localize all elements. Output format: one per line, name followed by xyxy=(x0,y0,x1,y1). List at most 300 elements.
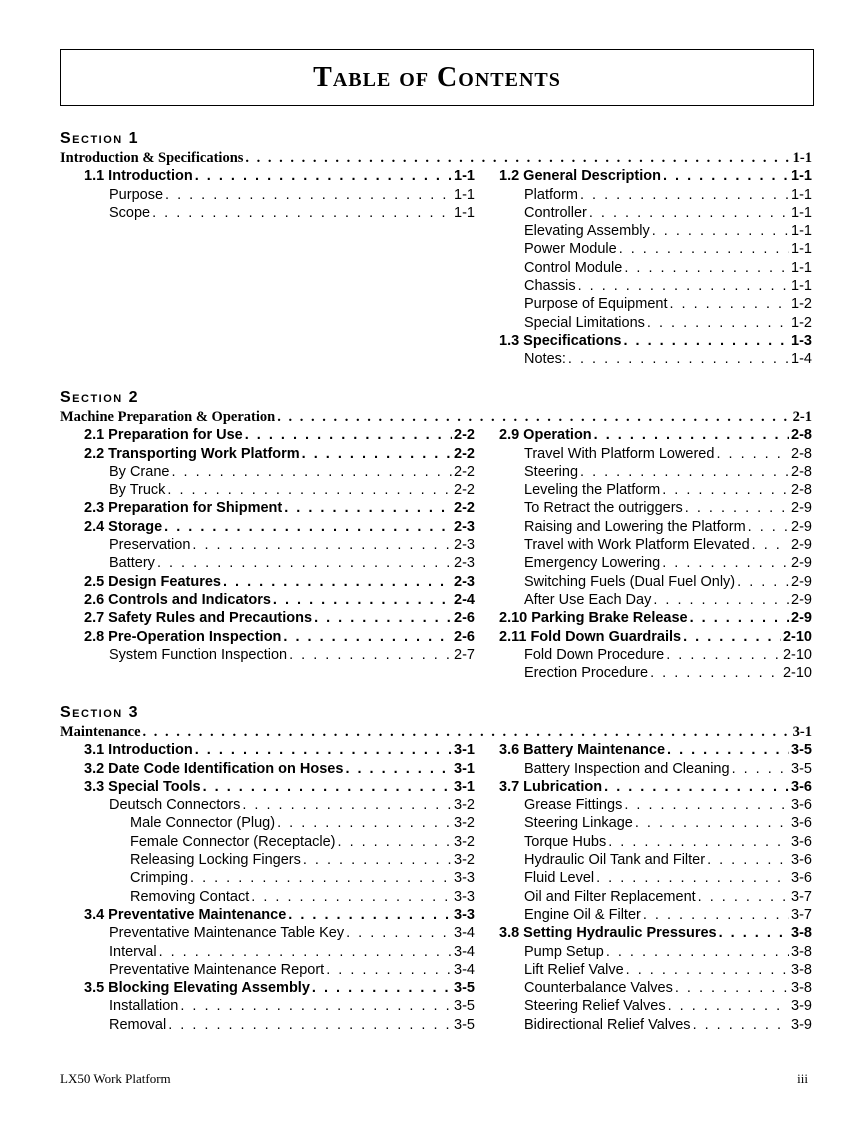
toc-entry-page: 2-2 xyxy=(454,427,475,444)
toc-entry-page: 2-8 xyxy=(791,463,812,480)
dot-leader xyxy=(568,350,789,368)
toc-entry-page: 2-4 xyxy=(454,591,475,608)
toc-entry-label: 2.6 Controls and Indicators xyxy=(84,591,271,608)
dot-leader xyxy=(190,869,452,887)
toc-entry-page: 3-2 xyxy=(454,852,475,869)
toc-entry-page: 3-6 xyxy=(791,797,812,814)
toc-entry-page: 3-9 xyxy=(791,1016,812,1033)
toc-entry-page: 3-9 xyxy=(791,998,812,1015)
toc-entry[interactable] xyxy=(475,609,812,627)
toc-entry-page: 1-2 xyxy=(791,296,812,313)
toc-entry-page: 1-4 xyxy=(791,351,812,368)
toc-entry-page: 2-2 xyxy=(454,445,475,462)
toc-entry[interactable] xyxy=(60,481,475,499)
dot-leader xyxy=(594,426,789,444)
toc-entry-label: Releasing Locking Fingers xyxy=(130,852,301,869)
toc-entry[interactable] xyxy=(475,591,812,609)
toc-entry-label: 3.5 Blocking Elevating Assembly xyxy=(84,980,310,997)
toc-entry-page: 1-1 xyxy=(791,204,812,221)
toc-entry-page: 2-2 xyxy=(454,482,475,499)
toc-entry[interactable] xyxy=(475,1016,812,1034)
toc-entry-label: 2.8 Pre-Operation Inspection xyxy=(84,628,282,645)
toc-entry-page: 3-5 xyxy=(454,1016,475,1033)
toc-entry[interactable] xyxy=(60,186,475,204)
toc-entry[interactable] xyxy=(475,167,812,185)
dot-leader xyxy=(578,277,789,295)
toc-entry-page: 1-1 xyxy=(454,204,475,221)
toc-entry[interactable] xyxy=(475,833,812,851)
toc-entry-page: 3-3 xyxy=(454,870,475,887)
dot-leader xyxy=(157,554,452,572)
toc-entry[interactable] xyxy=(60,445,475,463)
toc-entry[interactable] xyxy=(475,463,812,481)
toc-entry-label: 2.5 Design Features xyxy=(84,573,221,590)
toc-entry-page: 2-9 xyxy=(791,555,812,572)
dot-leader xyxy=(195,167,452,185)
toc-entry-label: 3.4 Preventative Maintenance xyxy=(84,906,287,923)
dot-leader xyxy=(698,888,789,906)
toc-entry-label: By Truck xyxy=(109,482,166,499)
toc-entry-label: 1.2 General Description xyxy=(499,168,661,185)
toc-entry-page: 2-10 xyxy=(782,665,812,682)
toc-entry-label: 1.3 Specifications xyxy=(499,332,622,349)
dot-leader xyxy=(626,961,789,979)
toc-entry-page: 2-9 xyxy=(791,591,812,608)
toc-entry[interactable] xyxy=(475,741,812,759)
toc-entry-page: 2-2 xyxy=(454,500,475,517)
toc-entry-page: 1-1 xyxy=(791,168,812,185)
toc-entry-label: Elevating Assembly xyxy=(524,223,650,240)
toc-entry[interactable] xyxy=(475,851,812,869)
dot-leader xyxy=(693,1016,789,1034)
toc-entry-label: Scope xyxy=(109,204,151,221)
toc-entry-page: 3-8 xyxy=(791,980,812,997)
toc-entry[interactable] xyxy=(60,924,475,942)
toc-entry-label: Travel with Work Platform Elevated xyxy=(524,537,750,554)
toc-entry[interactable] xyxy=(475,888,812,906)
toc-column-left xyxy=(60,167,475,368)
dot-leader xyxy=(203,778,452,796)
toc-entry-page: 2-3 xyxy=(454,555,475,572)
section-title-entry[interactable] xyxy=(60,723,812,741)
toc-column-right xyxy=(475,167,812,368)
toc-entry[interactable] xyxy=(475,961,812,979)
dot-leader xyxy=(647,314,789,332)
toc-entry[interactable] xyxy=(60,796,475,814)
dot-leader xyxy=(245,149,790,167)
toc-entry[interactable] xyxy=(475,646,812,664)
toc-entry[interactable] xyxy=(475,295,812,313)
toc-entry-label: Preventative Maintenance Table Key xyxy=(109,925,345,942)
toc-column-left xyxy=(60,741,475,1034)
dot-leader xyxy=(283,628,452,646)
toc-entry-label: 3.8 Setting Hydraulic Pressures xyxy=(499,925,717,942)
toc-entry[interactable] xyxy=(475,628,812,646)
toc-entry[interactable] xyxy=(475,869,812,887)
toc-entry-label: Removing Contact xyxy=(130,888,250,905)
dot-leader xyxy=(171,463,452,481)
toc-entry-page: 3-4 xyxy=(454,943,475,960)
toc-entry-label: 3.6 Battery Maintenance xyxy=(499,742,666,759)
toc-entry[interactable] xyxy=(60,888,475,906)
section-2 xyxy=(60,388,812,682)
toc-entry[interactable] xyxy=(475,426,812,444)
dot-leader xyxy=(164,518,452,536)
dot-leader xyxy=(748,518,789,536)
toc-entry-label: Controller xyxy=(524,204,587,221)
toc-entry-page: 3-5 xyxy=(791,742,812,759)
toc-entry-label: To Retract the outriggers xyxy=(524,500,683,517)
toc-entry-label: Oil and Filter Replacement xyxy=(524,888,696,905)
toc-entry[interactable] xyxy=(60,573,475,591)
dot-leader xyxy=(683,628,781,646)
toc-entry-label: Engine Oil & Filter xyxy=(524,906,641,923)
toc-entry-label: Maintenance xyxy=(60,724,141,740)
toc-entry-page: 1-1 xyxy=(454,168,475,185)
dot-leader xyxy=(159,943,452,961)
toc-entry-label: Battery xyxy=(109,555,155,572)
toc-entry-page: 3-4 xyxy=(454,961,475,978)
toc-entry[interactable] xyxy=(475,943,812,961)
toc-entry[interactable] xyxy=(60,833,475,851)
dot-leader xyxy=(619,240,789,258)
section-title-entry[interactable] xyxy=(60,149,812,167)
toc-entry[interactable] xyxy=(60,591,475,609)
dot-leader xyxy=(653,591,789,609)
toc-entry-page: 3-6 xyxy=(791,852,812,869)
toc-entry-page: 3-1 xyxy=(792,724,812,740)
toc-entry[interactable] xyxy=(60,961,475,979)
toc-column-right xyxy=(475,426,812,682)
toc-entry[interactable] xyxy=(475,445,812,463)
toc-entry[interactable] xyxy=(60,851,475,869)
toc-entry-page: 2-8 xyxy=(791,445,812,462)
toc-column-right xyxy=(475,741,812,1034)
toc-entry[interactable] xyxy=(60,741,475,759)
toc-entry-label: Interval xyxy=(109,943,157,960)
dot-leader xyxy=(685,499,789,517)
toc-columns xyxy=(60,167,812,368)
toc-entry-label: Chassis xyxy=(524,278,576,295)
page-title: Table of Contents xyxy=(313,61,561,93)
toc-entry[interactable] xyxy=(60,906,475,924)
toc-entry-page: 2-3 xyxy=(454,518,475,535)
toc-entry-label: Male Connector (Plug) xyxy=(130,815,276,832)
section-heading: Section 3 xyxy=(60,704,140,721)
toc-entry[interactable] xyxy=(475,664,812,682)
toc-entry[interactable] xyxy=(475,350,812,368)
toc-entry-label: Removal xyxy=(109,1016,167,1033)
toc-entry-page: 3-6 xyxy=(791,870,812,887)
dot-leader xyxy=(596,869,789,887)
toc-entry[interactable] xyxy=(475,573,812,591)
dot-leader xyxy=(667,741,789,759)
dot-leader xyxy=(143,723,791,741)
toc-entry[interactable] xyxy=(60,426,475,444)
toc-column-left xyxy=(60,426,475,682)
toc-entry-page: 2-3 xyxy=(454,573,475,590)
toc-entry-label: 2.4 Storage xyxy=(84,518,163,535)
toc-entry[interactable] xyxy=(475,314,812,332)
toc-entry-label: 3.2 Date Code Identification on Hoses xyxy=(84,760,344,777)
toc-entry-label: 1.1 Introduction xyxy=(84,168,193,185)
dot-leader xyxy=(589,204,789,222)
toc-entry[interactable] xyxy=(475,259,812,277)
toc-entry-label: Special Limitations xyxy=(524,314,645,331)
toc-entry[interactable] xyxy=(475,536,812,554)
toc-entry[interactable] xyxy=(475,906,812,924)
dot-leader xyxy=(168,1016,452,1034)
toc-entry[interactable] xyxy=(60,536,475,554)
toc-entry-page: 3-1 xyxy=(454,742,475,759)
dot-leader xyxy=(662,554,789,572)
toc-entry[interactable] xyxy=(475,332,812,350)
toc-entry[interactable] xyxy=(475,997,812,1015)
toc-entry[interactable] xyxy=(475,760,812,778)
dot-leader xyxy=(312,979,452,997)
page-footer xyxy=(60,1071,808,1087)
dot-leader xyxy=(690,609,789,627)
toc-entry[interactable] xyxy=(475,814,812,832)
toc-entry-page: 1-1 xyxy=(791,241,812,258)
dot-leader xyxy=(650,664,781,682)
toc-entry[interactable] xyxy=(475,481,812,499)
toc-entry-label: Platform xyxy=(524,186,578,203)
dot-leader xyxy=(719,924,789,942)
toc-entry-label: Travel With Platform Lowered xyxy=(524,445,715,462)
dot-leader xyxy=(314,609,452,627)
toc-entry-page: 1-1 xyxy=(791,259,812,276)
toc-entry-page: 2-3 xyxy=(454,537,475,554)
dot-leader xyxy=(652,222,789,240)
toc-entry[interactable] xyxy=(60,167,475,185)
toc-entry-page: 2-9 xyxy=(791,518,812,535)
dot-leader xyxy=(180,997,452,1015)
footer-page-number: iii xyxy=(797,1071,808,1086)
toc-entry-page: 3-3 xyxy=(454,888,475,905)
dot-leader xyxy=(192,536,452,554)
toc-entry-page: 2-9 xyxy=(791,573,812,590)
dot-leader xyxy=(604,778,789,796)
section-title-entry[interactable] xyxy=(60,408,812,426)
dot-leader xyxy=(624,259,789,277)
toc-entry-page: 3-1 xyxy=(454,778,475,795)
toc-entry[interactable] xyxy=(475,778,812,796)
toc-entry-label: Leveling the Platform xyxy=(524,482,661,499)
dot-leader xyxy=(606,943,789,961)
toc-entry-label: Power Module xyxy=(524,241,617,258)
dot-leader xyxy=(716,445,789,463)
toc-entry-label: Preventative Maintenance Report xyxy=(109,961,325,978)
toc-entry[interactable] xyxy=(60,628,475,646)
toc-entry-page: 2-1 xyxy=(792,409,812,425)
dot-leader xyxy=(167,481,452,499)
toc-entry[interactable] xyxy=(60,778,475,796)
toc-entry[interactable] xyxy=(60,869,475,887)
toc-entry-label: 3.7 Lubrication xyxy=(499,778,603,795)
toc-entry[interactable] xyxy=(475,186,812,204)
toc-entry-page: 3-3 xyxy=(454,906,475,923)
toc-entry[interactable] xyxy=(475,924,812,942)
toc-entry-page: 1-3 xyxy=(791,332,812,349)
toc-entry-page: 3-7 xyxy=(791,906,812,923)
toc-entry-label: Installation xyxy=(109,998,179,1015)
toc-entry-page: 2-10 xyxy=(782,628,812,645)
toc-entry-page: 3-5 xyxy=(454,980,475,997)
toc-entry-page: 1-1 xyxy=(791,223,812,240)
toc-entry-page: 2-9 xyxy=(791,500,812,517)
section-heading: Section 1 xyxy=(60,130,140,147)
footer-document-name: LX50 Work Platform xyxy=(60,1071,171,1086)
toc-entry-label: 3.3 Special Tools xyxy=(84,778,201,795)
toc-entry-page: 3-6 xyxy=(791,815,812,832)
toc-entry[interactable] xyxy=(475,277,812,295)
section-heading: Section 2 xyxy=(60,389,140,406)
dot-leader xyxy=(663,167,789,185)
toc-entry-page: 1-1 xyxy=(454,186,475,203)
dot-leader xyxy=(624,332,790,350)
toc-entry-label: Battery Inspection and Cleaning xyxy=(524,760,730,777)
toc-entry[interactable] xyxy=(60,204,475,222)
dot-leader xyxy=(273,591,452,609)
dot-leader xyxy=(165,186,452,204)
toc-entry[interactable] xyxy=(60,646,475,664)
toc-entry-label: After Use Each Day xyxy=(524,591,652,608)
toc-entry-label: By Crane xyxy=(109,463,170,480)
toc-entry-page: 2-9 xyxy=(791,610,812,627)
toc-entry-label: Raising and Lowering the Platform xyxy=(524,518,746,535)
toc-entry-label: Steering xyxy=(524,463,579,480)
toc-entry-label: Fluid Level xyxy=(524,870,595,887)
toc-entry-label: 3.1 Introduction xyxy=(84,742,193,759)
toc-entry-label: 2.1 Preparation for Use xyxy=(84,427,243,444)
toc-entry[interactable] xyxy=(60,463,475,481)
dot-leader xyxy=(580,463,789,481)
dot-leader xyxy=(662,481,789,499)
toc-entry-label: Preservation xyxy=(109,537,191,554)
dot-leader xyxy=(289,646,452,664)
toc-entry-page: 3-1 xyxy=(454,760,475,777)
toc-entry[interactable] xyxy=(475,499,812,517)
dot-leader xyxy=(223,573,452,591)
toc-entry-page: 1-1 xyxy=(791,278,812,295)
dot-leader xyxy=(195,741,452,759)
toc-entry-label: Counterbalance Valves xyxy=(524,980,673,997)
toc-entry-label: Purpose of Equipment xyxy=(524,296,668,313)
dot-leader xyxy=(302,445,452,463)
toc-entry[interactable] xyxy=(60,997,475,1015)
dot-leader xyxy=(666,646,781,664)
toc-entry-page: 2-8 xyxy=(791,482,812,499)
toc-entry-label: Switching Fuels (Dual Fuel Only) xyxy=(524,573,736,590)
toc-entry-label: Fold Down Procedure xyxy=(524,646,665,663)
dot-leader xyxy=(643,906,789,924)
toc-entry[interactable] xyxy=(475,979,812,997)
toc-entry-page: 2-2 xyxy=(454,463,475,480)
toc-entry[interactable] xyxy=(60,760,475,778)
toc-entry-label: Torque Hubs xyxy=(524,833,607,850)
dot-leader xyxy=(277,814,452,832)
toc-entry-page: 1-1 xyxy=(792,150,812,166)
dot-leader xyxy=(277,408,790,426)
dot-leader xyxy=(669,295,789,313)
dot-leader xyxy=(668,997,789,1015)
toc-entry-label: Introduction & Specifications xyxy=(60,150,244,166)
toc-entry-page: 3-8 xyxy=(791,961,812,978)
dot-leader xyxy=(732,760,789,778)
dot-leader xyxy=(345,760,452,778)
toc-entry-label: Pump Setup xyxy=(524,943,604,960)
toc-entry-page: 3-8 xyxy=(791,925,812,942)
toc-entry[interactable] xyxy=(60,979,475,997)
dot-leader xyxy=(752,536,789,554)
dot-leader xyxy=(635,814,789,832)
toc-entry-label: Hydraulic Oil Tank and Filter xyxy=(524,852,706,869)
dot-leader xyxy=(288,906,452,924)
toc-entry[interactable] xyxy=(60,554,475,572)
dot-leader xyxy=(580,186,789,204)
toc-entry-page: 3-6 xyxy=(791,778,812,795)
toc-entry-label: Female Connector (Receptacle) xyxy=(130,833,336,850)
toc-entry-label: Deutsch Connectors xyxy=(109,797,241,814)
dot-leader xyxy=(624,796,789,814)
toc-entry[interactable] xyxy=(60,518,475,536)
section-3 xyxy=(60,703,812,1034)
dot-leader xyxy=(242,796,452,814)
toc-columns xyxy=(60,426,812,682)
toc-entry[interactable] xyxy=(475,204,812,222)
toc-entry-page: 3-8 xyxy=(791,943,812,960)
toc-entry[interactable] xyxy=(60,609,475,627)
dot-leader xyxy=(303,851,452,869)
toc-entry-label: Emergency Lowering xyxy=(524,555,661,572)
toc-entry[interactable] xyxy=(475,240,812,258)
toc-entry-page: 3-5 xyxy=(454,998,475,1015)
toc-entry-label: Control Module xyxy=(524,259,623,276)
toc-entry-label: 2.7 Safety Rules and Precautions xyxy=(84,610,313,627)
toc-entry-page: 2-8 xyxy=(791,427,812,444)
toc-entry-label: Machine Preparation & Operation xyxy=(60,409,276,425)
toc-entry[interactable] xyxy=(60,1016,475,1034)
dot-leader xyxy=(251,888,452,906)
toc-entry-label: 2.9 Operation xyxy=(499,427,592,444)
toc-entry-label: Crimping xyxy=(130,870,189,887)
toc-entry-label: Bidirectional Relief Valves xyxy=(524,1016,691,1033)
toc-entry-page: 2-10 xyxy=(782,646,812,663)
toc-entry-label: Erection Procedure xyxy=(524,665,649,682)
toc-entry-label: Steering Relief Valves xyxy=(524,998,666,1015)
toc-entry[interactable] xyxy=(60,499,475,517)
toc-entry-page: 2-7 xyxy=(454,646,475,663)
toc-entry-page: 2-6 xyxy=(454,610,475,627)
toc-entry[interactable] xyxy=(475,554,812,572)
toc-entry-page: 1-1 xyxy=(791,186,812,203)
toc-entry[interactable] xyxy=(475,518,812,536)
toc-entry-page: 3-2 xyxy=(454,833,475,850)
toc-entry-page: 3-2 xyxy=(454,815,475,832)
toc-entry-page: 2-6 xyxy=(454,628,475,645)
toc-entry-label: 2.2 Transporting Work Platform xyxy=(84,445,300,462)
toc-entry-label: Notes: xyxy=(524,351,566,368)
toc-columns xyxy=(60,741,812,1034)
dot-leader xyxy=(338,833,453,851)
toc-entry[interactable] xyxy=(60,943,475,961)
toc-entry[interactable] xyxy=(475,222,812,240)
title-box xyxy=(60,49,814,106)
toc-entry-label: System Function Inspection xyxy=(109,646,288,663)
toc-entry[interactable] xyxy=(475,796,812,814)
toc-entry[interactable] xyxy=(60,814,475,832)
